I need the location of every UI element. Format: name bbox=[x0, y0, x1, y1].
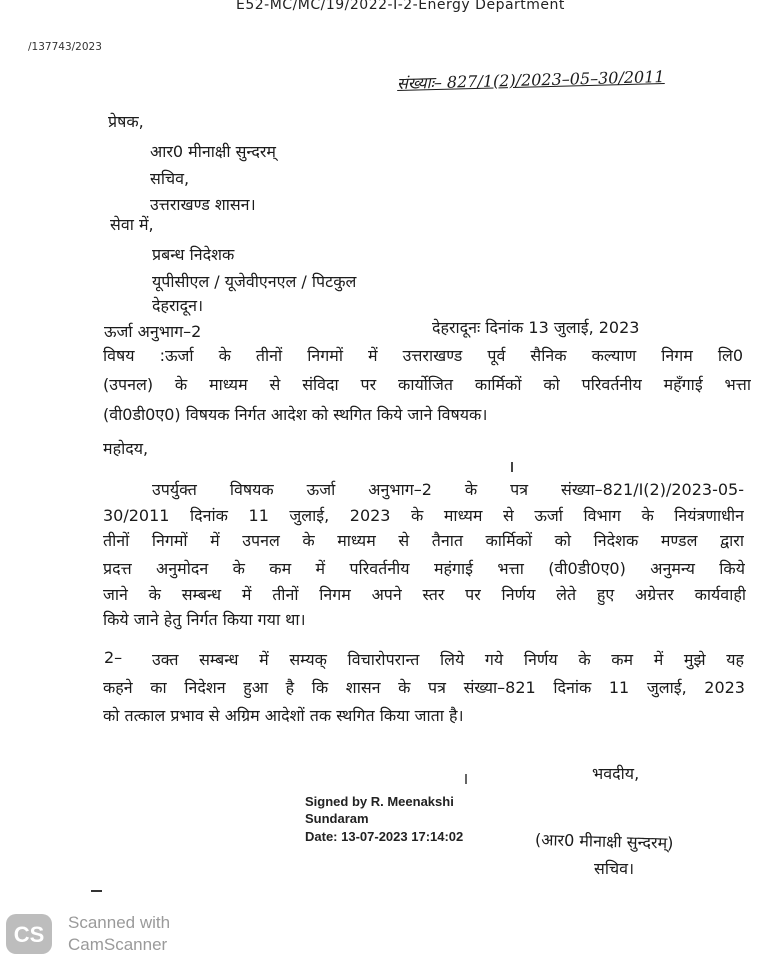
watermark-line: Scanned with bbox=[68, 913, 171, 932]
reference-number: /137743/2023 bbox=[28, 41, 102, 53]
stray-mark bbox=[465, 774, 467, 784]
sender-designation: सचिव, bbox=[150, 169, 190, 188]
sender-label: प्रेषक, bbox=[108, 112, 144, 131]
salutation: महोदय, bbox=[103, 439, 149, 458]
sender-office: उत्तराखण्ड शासन। bbox=[150, 195, 256, 214]
paragraph-line: उपर्युक्त विषयक ऊर्जा अनुभाग–2 के पत्र संख्या–821/I(2)/2023-05- bbox=[152, 480, 744, 499]
recipient-title: प्रबन्ध निदेशक bbox=[152, 245, 235, 264]
camscanner-logo-text: CS bbox=[13, 922, 45, 947]
stray-mark bbox=[91, 890, 102, 892]
signatory-name: (आर0 मीनाक्षी सुन्दरम्) bbox=[534, 830, 674, 853]
paragraph-line: कहने का निदेशन हुआ है कि शासन के पत्र संख्या–821 दिनांक 11 जुलाई, 2023 bbox=[103, 678, 745, 697]
paragraph-line: किये जाने हेतु निर्गत किया गया था। bbox=[103, 610, 306, 629]
paragraph-line: तीनों निगमों में उपनल के माध्यम से तैनात कार्मिकों को निदेशक मण्डल द्वारा bbox=[103, 531, 744, 550]
sender-name: आर0 मीनाक्षी सुन्दरम् bbox=[150, 142, 276, 161]
paragraph-line: प्रदत्त अनुमोदन के कम में परिवर्तनीय महंगाई भत्ता (वी0डी0ए0) अनुमन्य किये bbox=[103, 559, 745, 578]
digital-signature-line: Sundaram bbox=[305, 811, 369, 826]
subject-line: (वी0डी0ए0) विषयक निर्गत आदेश को स्थगित किये जाने विषयक। bbox=[103, 405, 488, 424]
paragraph-line: को तत्काल प्रभाव से अग्रिम आदेशों तक स्थगित किया जाता है। bbox=[103, 706, 464, 725]
letter-number: संख्याः– 827/1(2)/2023–05–30/2011 bbox=[396, 66, 665, 93]
watermark-line: CamScanner bbox=[68, 935, 168, 954]
file-code: E52-MC/MC/19/2022-I-2-Energy Department bbox=[236, 0, 565, 13]
recipient-orgs: यूपीसीएल / यूजेवीएनएल / पिटकुल bbox=[152, 272, 357, 291]
letter-date: देहरादूनः दिनांक 13 जुलाई, 2023 bbox=[432, 318, 640, 337]
paragraph-line: जाने के सम्बन्ध में तीनों निगम अपने स्तर पर निर्णय लेते हुए अग्रेत्तर कार्यवाही bbox=[103, 585, 746, 604]
camscanner-logo bbox=[0, 908, 60, 958]
digital-signature-line: Signed by R. Meenakshi bbox=[305, 794, 454, 809]
paragraph-line: 30/2011 दिनांक 11 जुलाई, 2023 के माध्यम से ऊर्जा विभाग के नियंत्रणाधीन bbox=[103, 506, 744, 525]
recipient-city: देहरादून। bbox=[152, 296, 204, 315]
digital-signature-line: Date: 13-07-2023 17:14:02 bbox=[305, 829, 464, 844]
closing: भवदीय, bbox=[592, 764, 640, 783]
signatory-designation: सचिव। bbox=[594, 859, 635, 878]
section-name: ऊर्जा अनुभाग–2 bbox=[104, 322, 202, 341]
subject-line: (उपनल) के माध्यम से संविदा पर कार्योजित कार्मिकों को परिवर्तनीय महँगाई भत्ता bbox=[103, 375, 751, 394]
paragraph-line: उक्त सम्बन्ध में सम्यक् विचारोपरान्त लिये गये निर्णय के कम में मुझे यह bbox=[152, 650, 744, 669]
stray-mark bbox=[511, 462, 513, 472]
recipient-label: सेवा में, bbox=[110, 215, 154, 234]
subject-line: विषय :ऊर्जा के तीनों निगमों में उत्तराखण्ड पूर्व सैनिक कल्याण निगम लि0 bbox=[103, 346, 743, 365]
paragraph-number: 2– bbox=[104, 648, 123, 667]
